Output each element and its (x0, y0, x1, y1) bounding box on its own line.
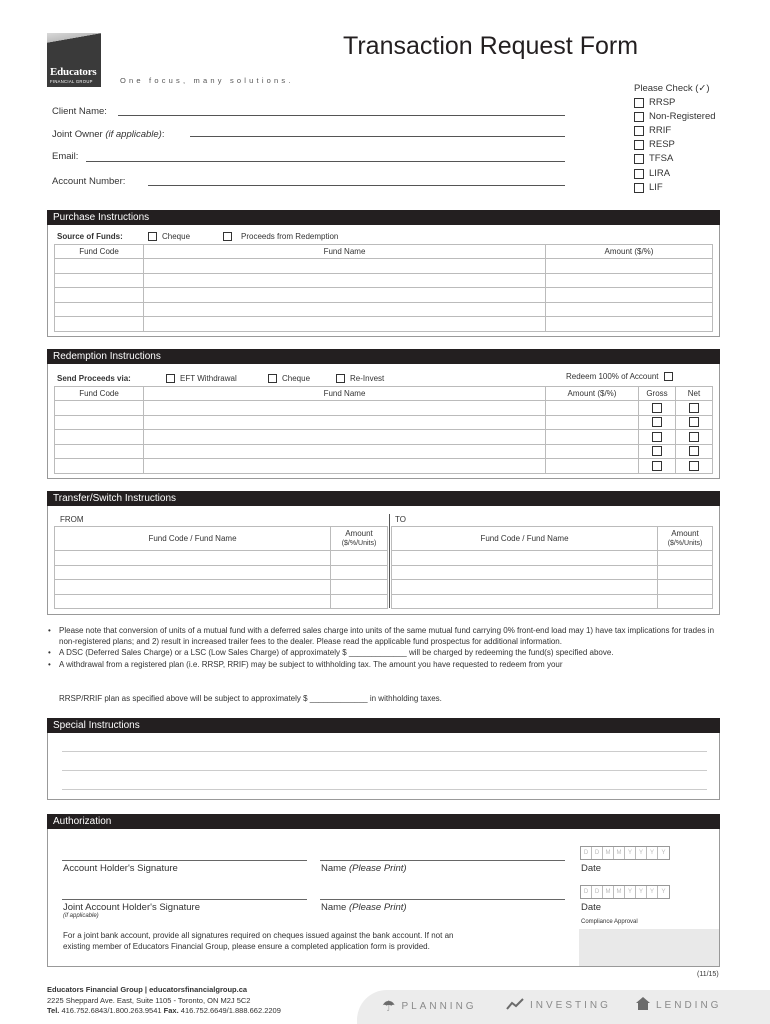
authorization-heading: Authorization (47, 814, 720, 829)
footer-address: 2225 Sheppard Ave. East, Suite 1105 - Toronto, ON M2J 5C2 (47, 996, 251, 1005)
send-cheque[interactable]: Cheque (268, 374, 310, 383)
redemption-table (54, 386, 713, 474)
checkbox[interactable] (148, 232, 157, 241)
note-item: • Please note that conversion of units of a mutual fund with a deferred sales charge into units of the same mutual fund carrying 0% front-end load may 1) have tax implications for trades in non-registered plans; and 2) result in increased trailer fees to the dealer. Please read the applicable fund prospectus for additional information. (48, 626, 720, 647)
email-label: Email: (52, 151, 79, 162)
logo-subtitle: FINANCIAL GROUP (50, 79, 93, 84)
special-heading: Special Instructions (47, 718, 720, 733)
chart-icon (506, 997, 524, 1014)
gross-checkbox[interactable] (652, 461, 662, 471)
footer-company: Educators Financial Group | educatorsfinancialgroup.ca (47, 985, 248, 994)
email-field[interactable] (86, 161, 565, 162)
table-row[interactable] (55, 415, 713, 430)
holder-signature-line[interactable] (62, 860, 307, 861)
form-title: Transaction Request Form (343, 32, 639, 60)
gross-checkbox[interactable] (652, 446, 662, 456)
col-from-fund: Fund Code / Fund Name (55, 527, 331, 551)
net-checkbox[interactable] (689, 446, 699, 456)
table-row[interactable] (392, 565, 713, 580)
redemption-heading: Redemption Instructions (47, 349, 720, 364)
please-check-title: Please Check (✓) (634, 83, 710, 94)
purchase-table (54, 244, 713, 332)
logo-name: Educators (50, 66, 97, 78)
transfer-from-label: FROM (60, 515, 84, 524)
col-gross: Gross (639, 387, 676, 401)
joint-name-line[interactable] (320, 899, 565, 900)
transfer-to-table (391, 526, 713, 609)
table-row[interactable] (55, 580, 388, 595)
redeem-all[interactable]: Redeem 100% of Account (566, 372, 673, 381)
joint-signature-line[interactable] (62, 899, 307, 900)
compliance-label: Compliance Approval (581, 919, 638, 925)
table-row[interactable] (392, 594, 713, 609)
send-reinvest[interactable]: Re-Invest (336, 374, 384, 383)
table-row[interactable] (392, 580, 713, 595)
tagline: One focus, many solutions. (120, 76, 294, 85)
form-version: (11/15) (697, 971, 719, 978)
joint-note: (if applicable) (63, 913, 99, 919)
joint-signature-label: Joint Account Holder's Signature (63, 902, 201, 913)
table-row[interactable] (55, 565, 388, 580)
net-checkbox[interactable] (689, 461, 699, 471)
gross-checkbox[interactable] (652, 403, 662, 413)
checkbox[interactable] (634, 126, 644, 136)
col-to-fund: Fund Code / Fund Name (392, 527, 658, 551)
col-amount: Amount ($/%) (546, 245, 713, 259)
table-row[interactable] (55, 401, 713, 416)
source-proceeds[interactable]: Proceeds from Redemption (223, 232, 338, 241)
col-fund-name: Fund Name (144, 387, 546, 401)
table-row[interactable] (55, 302, 713, 317)
transfer-from-table (54, 526, 388, 609)
send-proceeds-label: Send Proceeds via: (57, 374, 131, 383)
house-icon (636, 997, 650, 1014)
table-row[interactable] (55, 259, 713, 274)
table-row[interactable] (55, 551, 388, 566)
col-fund-code: Fund Code (55, 387, 144, 401)
transfer-heading: Transfer/Switch Instructions (47, 491, 720, 506)
source-cheque[interactable]: Cheque (148, 232, 190, 241)
gross-checkbox[interactable] (652, 417, 662, 427)
plan-option-resp[interactable]: RESP (634, 139, 675, 150)
band-investing: INVESTING (506, 997, 611, 1014)
table-row[interactable] (55, 288, 713, 303)
table-row[interactable] (55, 317, 713, 332)
account-number-label: Account Number: (52, 176, 126, 187)
checkbox[interactable] (634, 183, 644, 193)
net-checkbox[interactable] (689, 417, 699, 427)
table-row[interactable] (55, 273, 713, 288)
holder-date-label: Date (581, 863, 602, 874)
table-row[interactable] (55, 594, 388, 609)
checkbox[interactable] (634, 140, 644, 150)
logo-fold (47, 33, 101, 45)
joint-name-label: Name (Please Print) (321, 902, 407, 913)
holder-date-field[interactable]: D D M M Y Y Y Y (580, 846, 670, 860)
checkbox[interactable] (634, 169, 644, 179)
col-fund-code: Fund Code (55, 245, 144, 259)
table-row[interactable] (55, 430, 713, 445)
table-row[interactable] (55, 459, 713, 474)
source-of-funds-label: Source of Funds: (57, 232, 123, 241)
net-checkbox[interactable] (689, 432, 699, 442)
gross-checkbox[interactable] (652, 432, 662, 442)
notes-list (48, 626, 720, 671)
col-net: Net (676, 387, 713, 401)
special-line[interactable] (62, 751, 707, 752)
note-item: • A DSC (Deferred Sales Charge) or a LSC (Low Sales Charge) of approximately $ _____________ will be charged by redeeming the fund(s) specified above. (48, 648, 720, 659)
joint-owner-label: Joint Owner (if applicable): (52, 129, 165, 140)
note-withholding: RRSP/RRIF plan as specified above will be subject to approximately $ _____________ in withholding taxes. (59, 694, 442, 703)
checkbox[interactable] (336, 374, 345, 383)
account-number-field[interactable] (148, 185, 565, 186)
table-row[interactable] (392, 551, 713, 566)
holder-name-line[interactable] (320, 860, 565, 861)
client-name-label: Client Name: (52, 106, 107, 117)
client-name-field[interactable] (118, 115, 565, 116)
col-from-amount: Amount ($/%/Units) (331, 527, 388, 551)
plan-option-rrif[interactable]: RRIF (634, 125, 671, 136)
joint-owner-field[interactable] (190, 136, 565, 137)
checkbox[interactable] (166, 374, 175, 383)
plan-option-non-registered[interactable]: Non-Registered (634, 111, 716, 122)
band-planning: ☂ PLANNING (382, 998, 477, 1015)
checkbox[interactable] (268, 374, 277, 383)
joint-date-label: Date (581, 902, 602, 913)
purchase-heading: Purchase Instructions (47, 210, 720, 225)
special-line[interactable] (62, 770, 707, 771)
footer-contact: Tel. 416.752.6843/1.800.263.9541 Fax. 416.752.6649/1.888.662.2209 (47, 1006, 281, 1015)
note-item: • A withdrawal from a registered plan (i.e. RRSP, RRIF) may be subject to withholding tax. The amount you have requested to redeem from your (48, 660, 720, 671)
col-to-amount: Amount ($/%/Units) (658, 527, 713, 551)
checkbox[interactable] (664, 372, 673, 381)
joint-date-field[interactable]: D D M M Y Y Y Y (580, 885, 670, 899)
send-eft[interactable]: EFT Withdrawal (166, 374, 237, 383)
holder-name-label: Name (Please Print) (321, 863, 407, 874)
transfer-to-label: TO (395, 515, 406, 524)
special-line[interactable] (62, 789, 707, 790)
holder-signature-label: Account Holder's Signature (63, 863, 178, 874)
plan-option-lira[interactable]: LIRA (634, 168, 670, 179)
band-lending: LENDING (636, 997, 721, 1014)
compliance-box (579, 929, 719, 966)
joint-account-text: For a joint bank account, provide all signatures required on cheques issued against the bank account. If not an existing member of Educators Financial Group, please ensure a completed application form is provided. (63, 931, 454, 951)
transfer-divider (389, 514, 390, 608)
educators-logo (47, 33, 101, 87)
checkbox[interactable] (634, 154, 644, 164)
table-row[interactable] (55, 444, 713, 459)
col-amount: Amount ($/%) (546, 387, 639, 401)
net-checkbox[interactable] (689, 403, 699, 413)
checkbox[interactable] (634, 112, 644, 122)
col-fund-name: Fund Name (144, 245, 546, 259)
plan-option-rrsp[interactable]: RRSP (634, 97, 675, 108)
plan-option-tfsa[interactable]: TFSA (634, 153, 673, 164)
plan-option-lif[interactable]: LIF (634, 182, 663, 193)
checkbox[interactable] (634, 98, 644, 108)
umbrella-icon: ☂ (382, 998, 396, 1015)
checkbox[interactable] (223, 232, 232, 241)
